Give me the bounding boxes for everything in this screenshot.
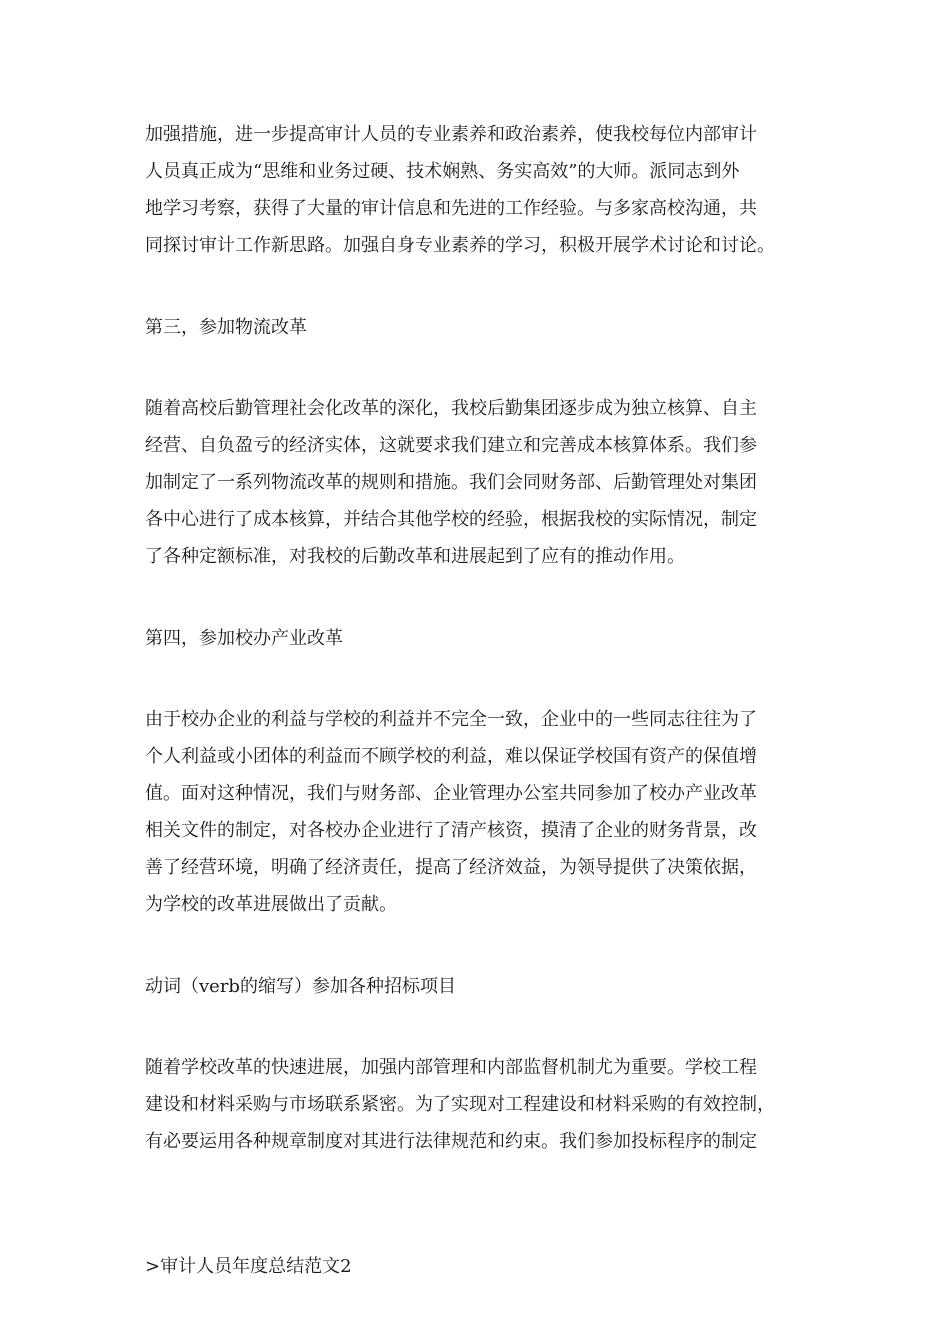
paragraph-line: 同探讨审计工作新思路。加强自身专业素养的学习，积极开展学术讨论和讨论。 <box>145 235 775 256</box>
document-body <box>145 116 810 1285</box>
paragraph-line: 加强措施，进一步提高审计人员的专业素养和政治素养，使我校每位内部审计 <box>145 124 757 145</box>
section-heading-logistics-reform: 第三，参加物流改革 <box>145 317 307 338</box>
paragraph-line: 经营、自负盈亏的经济实体，这就要求我们建立和完善成本核算体系。我们参 <box>145 435 757 456</box>
paragraph-line: 个人利益或小团体的利益而不顾学校的利益，难以保证学校国有资产的保值增 <box>145 746 757 767</box>
paragraph-line: 了各种定额标准，对我校的后勤改革和进展起到了应有的推动作用。 <box>145 546 685 567</box>
paragraph-line: 各中心进行了成本核算，并结合其他学校的经验，根据我校的实际情况，制定 <box>145 509 757 530</box>
paragraph-logistics-reform <box>145 390 810 575</box>
paragraph-bidding <box>145 1049 810 1160</box>
paragraph-line: 随着学校改革的快速进展，加强内部管理和内部监督机制尤为重要。学校工程 <box>145 1057 757 1078</box>
paragraph-professional-training <box>145 116 810 264</box>
next-article-link[interactable]: >审计人员年度总结范文2 <box>145 1256 352 1277</box>
section-heading-industry-reform: 第四，参加校办产业改革 <box>145 628 343 649</box>
paragraph-industry-reform <box>145 701 810 923</box>
paragraph-line: 人员真正成为“思维和业务过硬、技术娴熟、务实高效”的大师。派同志到外 <box>145 161 740 182</box>
paragraph-line: 由于校办企业的利益与学校的利益并不完全一致，企业中的一些同志往往为了 <box>145 709 757 730</box>
paragraph-line: 有必要运用各种规章制度对其进行法律规范和约束。我们参加投标程序的制定 <box>145 1131 757 1152</box>
paragraph-line: 地学习考察，获得了大量的审计信息和先进的工作经验。与多家高校沟通，共 <box>145 198 757 219</box>
paragraph-line: 加制定了一系列物流改革的规则和措施。我们会同财务部、后勤管理处对集团 <box>145 472 757 493</box>
paragraph-line: 值。面对这种情况，我们与财务部、企业管理办公室共同参加了校办产业改革 <box>145 783 757 804</box>
paragraph-line: 随着高校后勤管理社会化改革的深化，我校后勤集团逐步成为独立核算、自主 <box>145 398 757 419</box>
paragraph-line: 建设和材料采购与市场联系紧密。为了实现对工程建设和材料采购的有效控制， <box>145 1094 775 1115</box>
paragraph-line: 善了经营环境，明确了经济责任，提高了经济效益，为领导提供了决策依据， <box>145 857 757 878</box>
paragraph-line: 相关文件的制定，对各校办企业进行了清产核资，摸清了企业的财务背景，改 <box>145 820 757 841</box>
section-heading-bidding: 动词（verb的缩写）参加各种招标项目 <box>145 976 456 997</box>
paragraph-line: 为学校的改革进展做出了贡献。 <box>145 894 397 915</box>
